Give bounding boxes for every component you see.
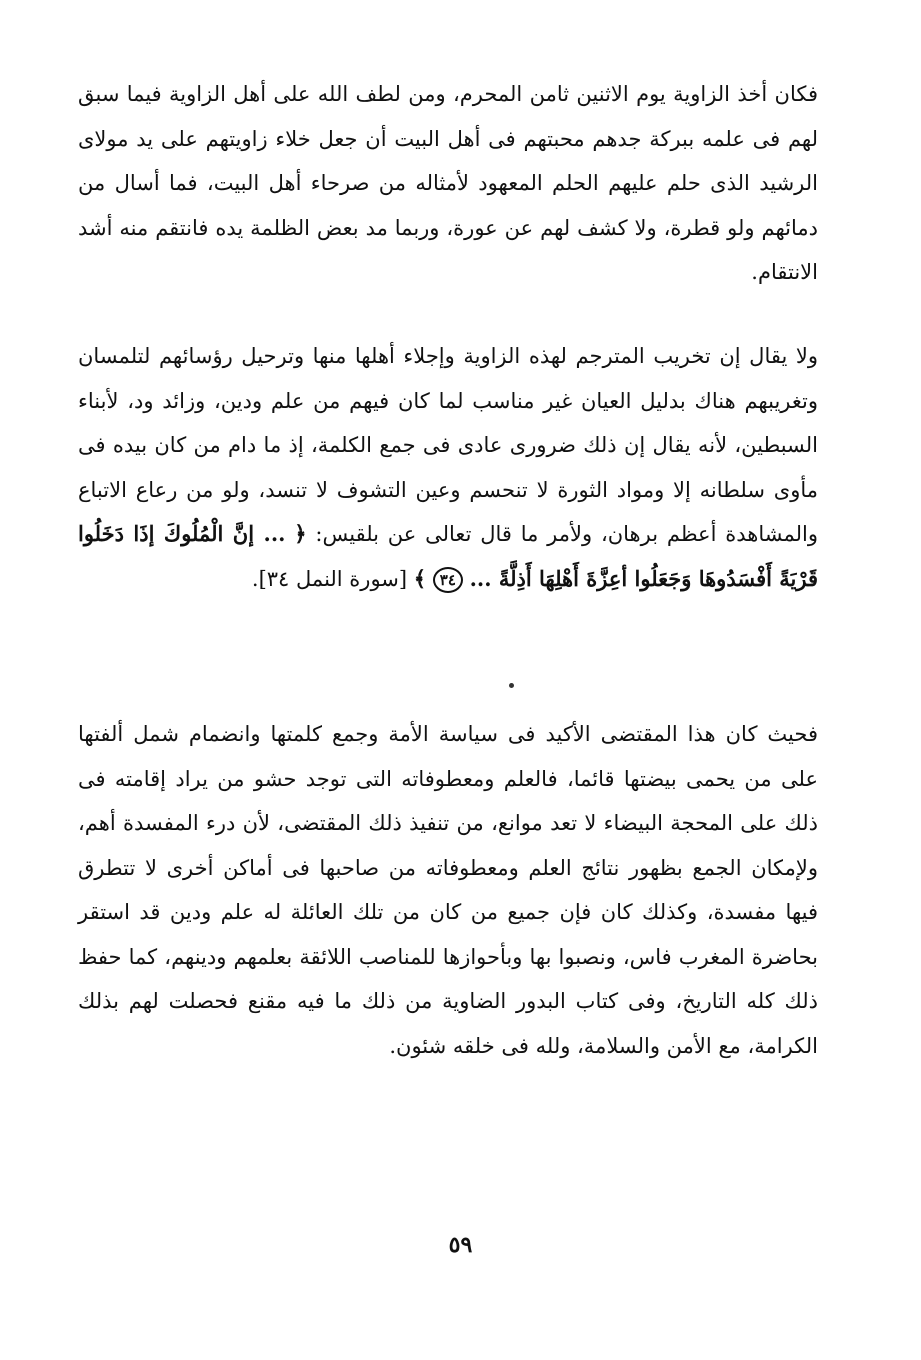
paragraph-1 xyxy=(78,72,818,295)
paragraph-2 xyxy=(78,334,818,601)
quran-close-bracket: ﴾ xyxy=(413,565,427,591)
quran-open-bracket: ﴿ xyxy=(294,521,307,546)
paragraph-3-text: فحيث كان هذا المقتضى الأكيد فى سياسة الأمة وجمع كلمتها وانضمام شمل ألفتها على من يحمى بيضتها قائما، فالعلم ومعطوفاته التى توجد حشو من يراد إقامته فى ذلك على المحجة البيضاء لا تعد موانع، من تنفيذ ذلك المقتضى، لأن درء المفسدة أهم، ولإمكان الجمع بظهور نتائج العلم ومعطوفاته من صاحبها فى أماكن أخرى لا تتطرق فيها مفسدة، وكذلك كان فإن جميع من كان من تلك العائلة له علم ودين قد استقر بحاضرة المغرب فاس، ونصبوا بها وبأحوازها للمناصب اللائقة بعلمهم ودينهم، كما حفظ ذلك كله التاريخ، وفى كتاب البدور الضاوية من ذلك ما فيه مقنع فحصلت لهم بذلك الكرامة، مع الأمن والسلامة، ولله فى خلقه شئون. xyxy=(78,722,818,1058)
ayah-number-mark: ٣٤ xyxy=(433,567,463,593)
quran-verse: ... إنَّ الْمُلُوكَ إذَا دَخَلُوا قَرْيَةً أَفْسَدُوهَا وَجَعَلُوا أعِزَّةَ أَهْلِهَا أَذِلَّةً ... xyxy=(78,521,818,591)
page-number: ٥٩ xyxy=(448,1232,473,1258)
paragraph-3 xyxy=(78,712,818,1068)
paragraph-1-text: فكان أخذ الزاوية يوم الاثنين ثامن المحرم، ومن لطف الله على أهل الزاوية فيما سبق لهم فى علمه ببركة جدهم محبتهم فى أهل البيت أن جعل خلاء زاويتهم على يد مولاى الرشيد الذى حلم عليهم الحلم المعهود لأمثاله من صرحاء أهل البيت، فما أسال من دمائهم ولو قطرة، ولا كشف لهم عن عورة، وربما مد بعض الظلمة يده فانتقم منه أشد الانتقام. xyxy=(78,82,818,284)
ink-speck xyxy=(509,683,514,688)
paragraph-2-text: ولا يقال إن تخريب المترجم لهذه الزاوية وإجلاء أهلها منها وترحيل رؤسائهم لتلمسان وتغريبهم هناك بدليل العيان غير مناسب لما كان فيهم من علم ودين، وزائد ود، لأبناء السبطين، لأنه يقال إن ذلك ضرورى عادى فى جمع الكلمة، إذ ما دام من كان بيده فى مأوى سلطانه إلا ومواد الثورة لا تنحسم وعين التشوف لا تنسد، ولو من رعاع الاتباع والمشاهدة أعظم برهان، ولأمر ما قال تعالى عن بلقيس: xyxy=(78,344,818,546)
surah-reference: [سورة النمل ٣٤]. xyxy=(251,566,408,591)
